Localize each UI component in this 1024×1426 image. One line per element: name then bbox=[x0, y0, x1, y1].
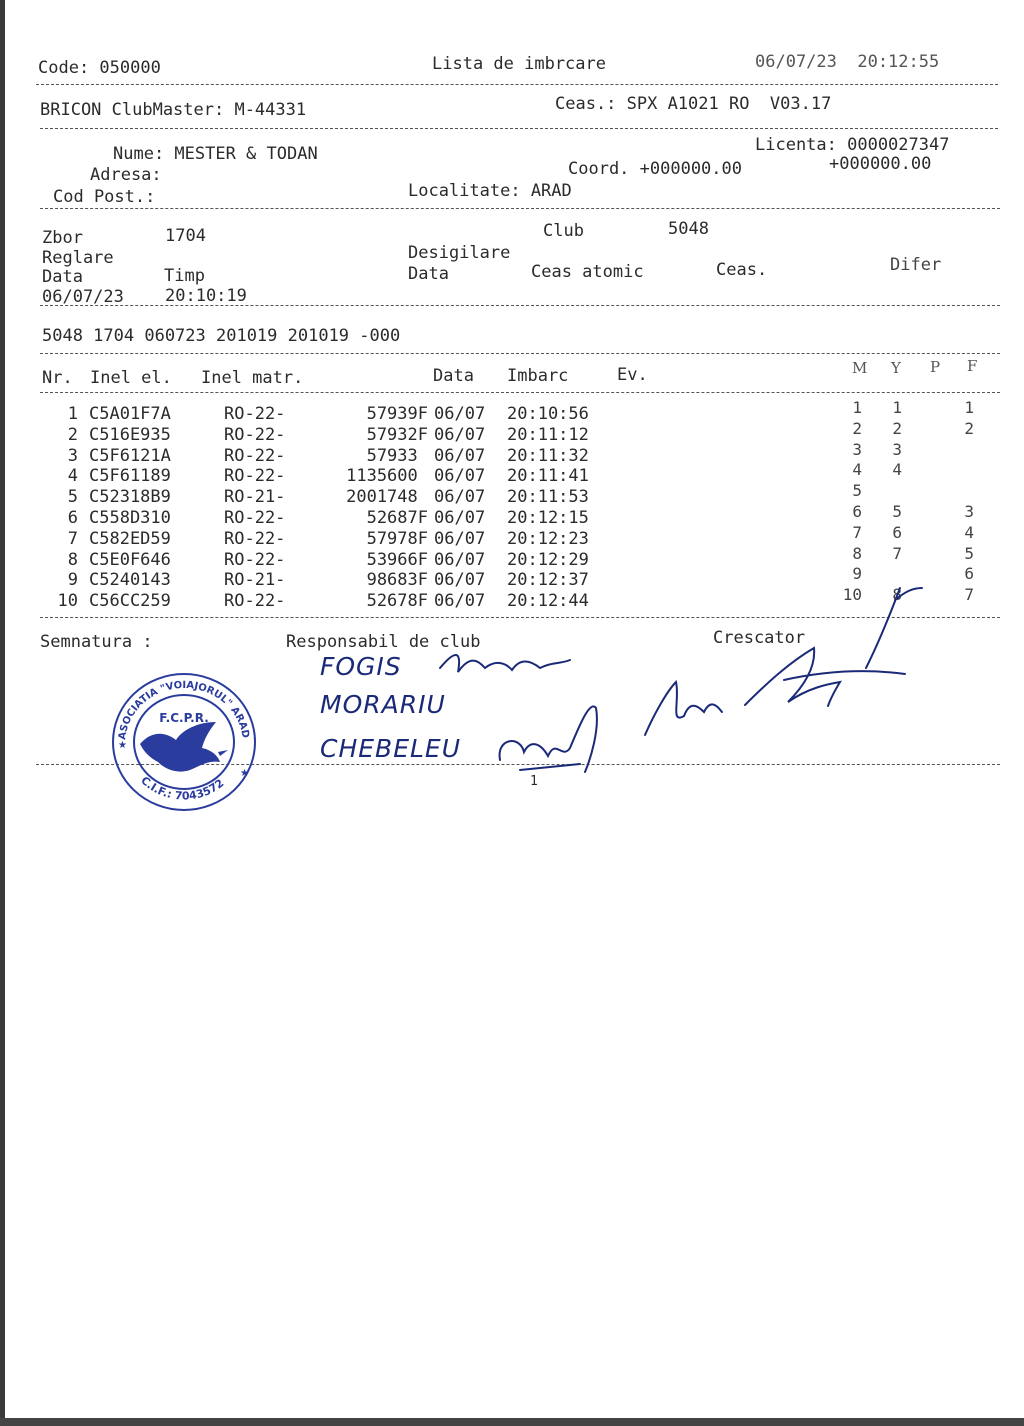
rank-m: 3 bbox=[852, 439, 862, 459]
arrival-time: 20:11:53 bbox=[507, 487, 589, 508]
signature-chebeleu bbox=[500, 706, 597, 772]
arrival-time: 20:10:56 bbox=[507, 404, 589, 424]
stamp-bottom-text: C.I.F.: 7043572 bbox=[138, 773, 227, 803]
rank-f: 7 bbox=[964, 585, 974, 605]
rank-m: 6 bbox=[852, 502, 862, 521]
arrival-date: 06/07 bbox=[434, 508, 486, 528]
club-stamp bbox=[108, 670, 260, 816]
rank-f: 5 bbox=[964, 543, 974, 563]
clock-label: Ceas.: SPX A1021 RO V03.17 bbox=[555, 94, 832, 114]
row-number: 10 bbox=[57, 591, 78, 612]
ring-electronic: C5A01F7A bbox=[89, 404, 171, 424]
arrival-time: 20:12:44 bbox=[507, 591, 589, 612]
col-header-ev: Ev. bbox=[617, 365, 648, 385]
rank-y: 6 bbox=[892, 522, 902, 542]
postcode-label: Cod Post.: bbox=[53, 187, 156, 207]
ring-electronic: C52318B9 bbox=[89, 487, 171, 508]
arrival-date: 06/07 bbox=[434, 404, 486, 424]
handwritten-name-chebeleu: CHEBELEU bbox=[320, 734, 462, 763]
ring-electronic: C582ED59 bbox=[89, 528, 171, 549]
ceas-atomic-label: Ceas atomic bbox=[531, 262, 644, 282]
scan-edge-bottom bbox=[0, 1418, 1024, 1426]
col-header-inel-el: Inel el. bbox=[90, 368, 172, 388]
dove-icon bbox=[140, 722, 228, 772]
rank-m: 10 bbox=[842, 585, 862, 605]
col-header-inel-matr: Inel matr. bbox=[201, 368, 304, 388]
ring-prefix: RO-22- bbox=[224, 549, 286, 570]
print-datetime: 06/07/23 20:12:55 bbox=[755, 52, 940, 72]
arrival-time: 20:12:15 bbox=[507, 508, 589, 528]
coord-label: Coord. +000000.00 bbox=[568, 159, 742, 179]
arrival-date: 06/07 bbox=[434, 570, 486, 591]
device-label: BRICON ClubMaster: M-44331 bbox=[40, 100, 307, 120]
arrival-time: 20:12:23 bbox=[507, 528, 589, 549]
arrival-date: 06/07 bbox=[434, 591, 486, 612]
stamp-center-text: F.C.P.R. bbox=[159, 711, 209, 725]
club-number: 5048 bbox=[668, 219, 709, 239]
row-number: 1 bbox=[67, 404, 78, 424]
rank-m: 2 bbox=[852, 418, 862, 438]
row-number: 6 bbox=[67, 508, 78, 528]
arrival-date: 06/07 bbox=[434, 424, 486, 445]
arrival-date: 06/07 bbox=[434, 549, 486, 570]
ring-number: 57939F bbox=[366, 404, 428, 424]
code-label: Code: 050000 bbox=[38, 58, 161, 78]
rank-m: 1 bbox=[852, 398, 862, 417]
ring-electronic: C5240143 bbox=[89, 570, 171, 591]
ring-number: 53966F bbox=[366, 549, 428, 570]
stamp-top-text: ASOCIATIA "VOIAJORUL" ARAD bbox=[117, 679, 251, 741]
row-number: 3 bbox=[67, 445, 78, 466]
signature-fogis bbox=[440, 655, 570, 672]
rank-y: 5 bbox=[892, 502, 902, 521]
col-header-nr: Nr. bbox=[42, 368, 73, 388]
ring-number: 52687F bbox=[366, 508, 428, 528]
rank-m: 5 bbox=[852, 481, 862, 501]
ring-prefix: RO-22- bbox=[224, 445, 286, 466]
arrival-time: 20:12:37 bbox=[507, 570, 589, 591]
data-label: Data bbox=[42, 267, 83, 287]
ring-number: 57933 bbox=[366, 445, 428, 466]
rank-y: 7 bbox=[892, 543, 902, 563]
rank-f: 4 bbox=[964, 522, 974, 542]
ring-prefix: RO-22- bbox=[224, 404, 286, 424]
ring-electronic: C5E0F646 bbox=[89, 549, 171, 570]
rank-y: 4 bbox=[892, 460, 902, 480]
rank-m: 8 bbox=[852, 543, 862, 563]
flight-summary: 5048 1704 060723 201019 201019 -000 bbox=[42, 326, 401, 346]
page-number: 1 bbox=[530, 774, 538, 789]
stamp-star-right: ★ bbox=[240, 768, 249, 779]
arrival-time: 20:11:41 bbox=[507, 466, 589, 487]
arrival-time: 20:12:29 bbox=[507, 549, 589, 570]
col-header-m: M bbox=[852, 359, 868, 377]
col-header-y: Y bbox=[891, 359, 901, 377]
row-number: 7 bbox=[67, 528, 78, 549]
ring-number: 57978F bbox=[366, 528, 428, 549]
locality-label: Localitate: ARAD bbox=[408, 181, 572, 201]
reglare-time: 20:10:19 bbox=[165, 286, 247, 306]
difer-label: Difer bbox=[890, 255, 942, 275]
handwritten-name-morariu: MORARIU bbox=[320, 690, 446, 719]
reglare-date: 06/07/23 bbox=[42, 287, 124, 307]
rank-f: 1 bbox=[964, 398, 974, 417]
arrival-date: 06/07 bbox=[434, 528, 486, 549]
data-label-right: Data bbox=[408, 264, 449, 284]
row-number: 2 bbox=[67, 424, 78, 445]
rank-f: 6 bbox=[964, 564, 974, 584]
rank-y: 3 bbox=[892, 439, 902, 459]
reglare-label: Reglare bbox=[42, 248, 114, 268]
ring-number: 98683F bbox=[366, 570, 428, 591]
rank-m: 7 bbox=[852, 522, 862, 542]
rank-y: 1 bbox=[892, 398, 902, 417]
rank-y: 2 bbox=[892, 418, 902, 438]
row-number: 8 bbox=[67, 549, 78, 570]
arrival-date: 06/07 bbox=[434, 445, 486, 466]
ring-electronic: C5F61189 bbox=[89, 466, 171, 487]
arrival-date: 06/07 bbox=[434, 466, 486, 487]
club-responsible-label: Responsabil de club bbox=[286, 632, 481, 652]
ring-prefix: RO-21- bbox=[224, 487, 286, 508]
desigilare-label: Desigilare bbox=[408, 243, 511, 263]
col-header-data: Data bbox=[433, 366, 474, 386]
col-header-imbarc: Imbarc bbox=[507, 366, 569, 386]
ring-prefix: RO-22- bbox=[224, 591, 286, 612]
row-number: 9 bbox=[67, 570, 78, 591]
ceas-label: Ceas. bbox=[716, 260, 768, 280]
coord-secondary: +000000.00 bbox=[829, 154, 932, 174]
arrival-date: 06/07 bbox=[434, 487, 486, 508]
club-label: Club bbox=[543, 221, 584, 241]
breeder-label: Crescator bbox=[713, 628, 806, 648]
row-number: 5 bbox=[67, 487, 78, 508]
col-header-f: F bbox=[967, 357, 978, 375]
flight-number: 1704 bbox=[165, 226, 206, 246]
signature-label: Semnatura : bbox=[40, 632, 153, 652]
signature-breeder-2 bbox=[745, 648, 905, 706]
ring-prefix: RO-22- bbox=[224, 508, 286, 528]
license-label: Licenta: 0000027347 bbox=[755, 135, 950, 155]
rank-f: 3 bbox=[964, 502, 974, 521]
arrival-time: 20:11:32 bbox=[507, 445, 589, 466]
rank-m: 4 bbox=[852, 460, 862, 480]
ring-electronic: C516E935 bbox=[89, 424, 171, 445]
ring-number: 2001748 bbox=[346, 487, 428, 508]
col-header-p: P bbox=[930, 358, 941, 376]
ring-electronic: C56CC259 bbox=[89, 591, 171, 612]
ring-prefix: RO-22- bbox=[224, 466, 286, 487]
ring-electronic: C5F6121A bbox=[89, 445, 171, 466]
ring-prefix: RO-21- bbox=[224, 570, 286, 591]
ring-number: 52678F bbox=[366, 591, 428, 612]
document-title: Lista de imbrcare bbox=[432, 54, 606, 74]
rank-f: 2 bbox=[964, 418, 974, 438]
arrival-time: 20:11:12 bbox=[507, 424, 589, 445]
ring-number: 1135600 bbox=[346, 466, 428, 487]
rank-m: 9 bbox=[852, 564, 862, 584]
ring-electronic: C558D310 bbox=[89, 508, 171, 528]
owner-name: Nume: MESTER & TODAN bbox=[113, 144, 318, 164]
ring-number: 57932F bbox=[366, 424, 428, 445]
timp-label: Timp bbox=[164, 266, 205, 286]
flight-label: Zbor bbox=[42, 228, 83, 248]
row-number: 4 bbox=[67, 466, 78, 487]
ring-prefix: RO-22- bbox=[224, 528, 286, 549]
rank-y: 8 bbox=[892, 585, 902, 605]
address-label: Adresa: bbox=[90, 165, 162, 185]
handwritten-name-fogis: FOGIS bbox=[320, 652, 402, 681]
signature-breeder-1 bbox=[645, 682, 722, 735]
ring-prefix: RO-22- bbox=[224, 424, 286, 445]
stamp-star-left: ★ bbox=[118, 740, 127, 751]
